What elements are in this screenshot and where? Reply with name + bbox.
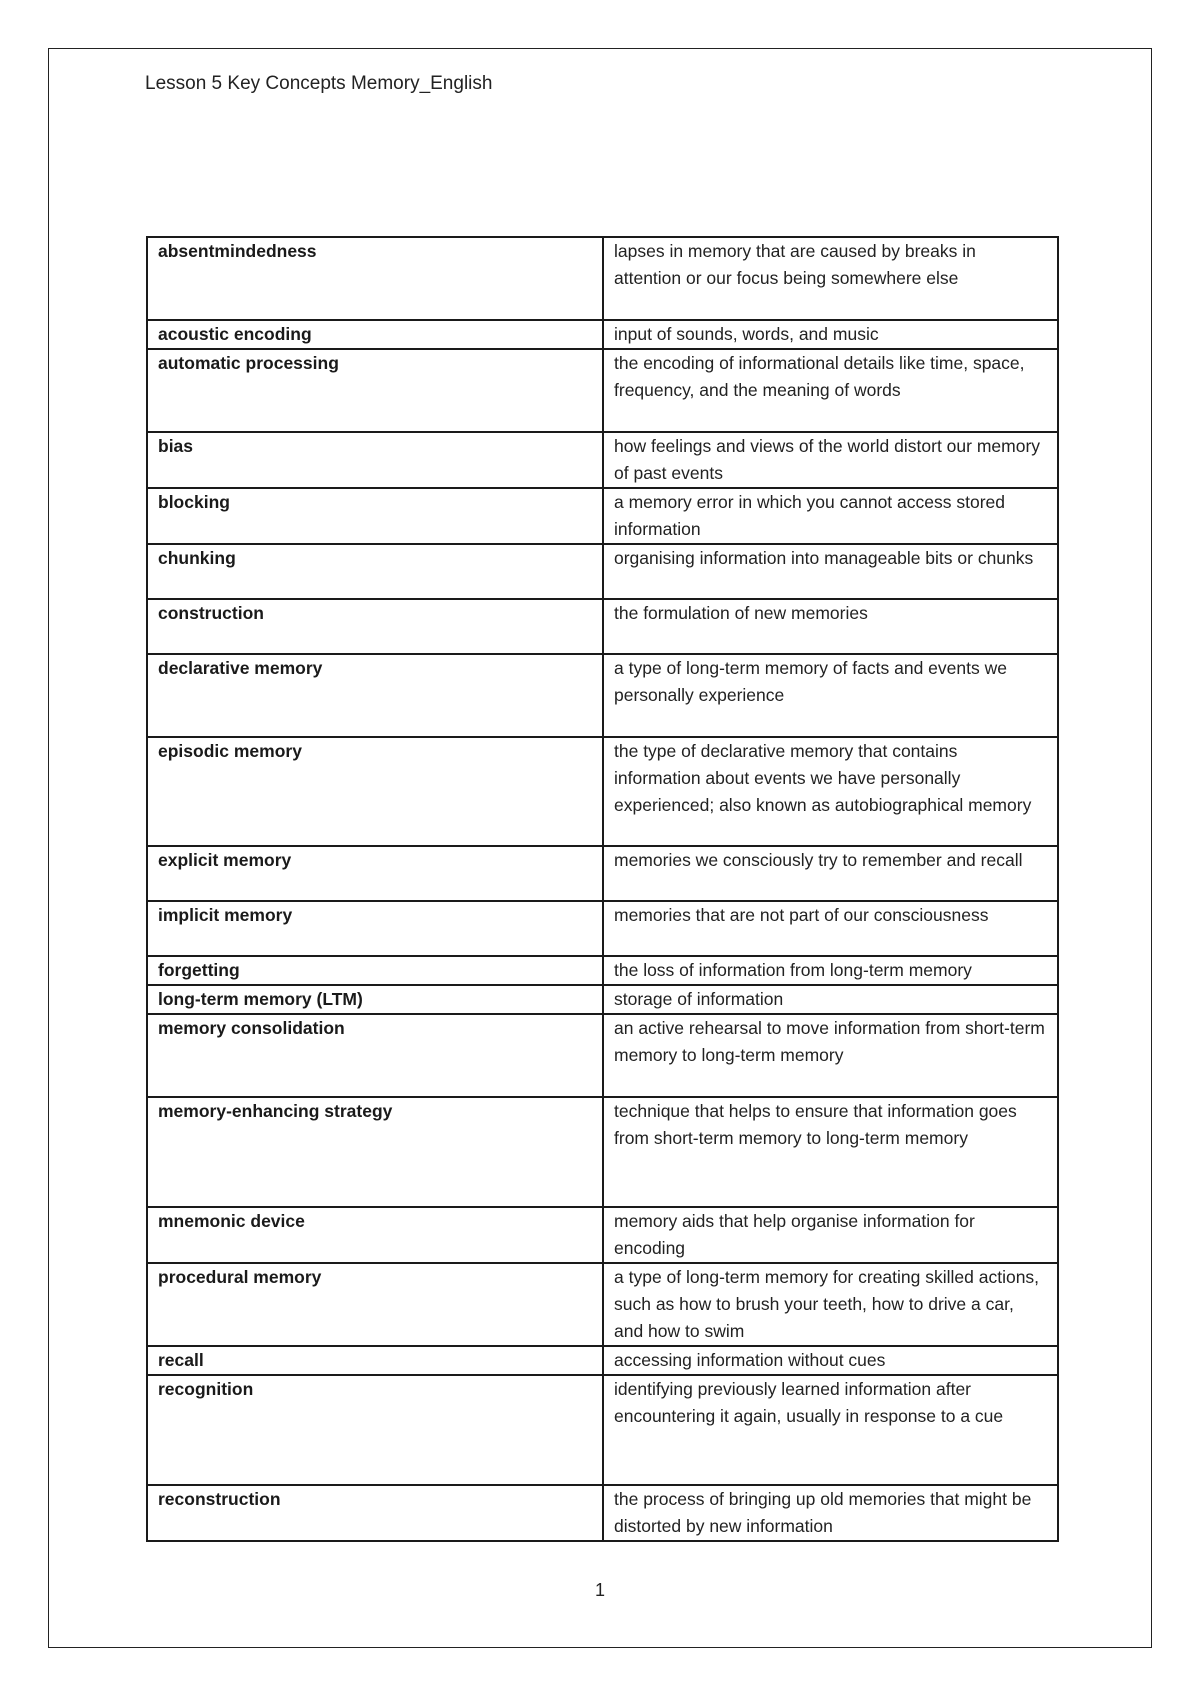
glossary-term: memory-enhancing strategy [147, 1097, 603, 1207]
glossary-definition: accessing information without cues [603, 1346, 1058, 1375]
glossary-row [147, 488, 1058, 544]
glossary-row [147, 1207, 1058, 1263]
glossary-term: episodic memory [147, 737, 603, 846]
glossary-definition: the formulation of new memories [603, 599, 1058, 654]
glossary-row [147, 1375, 1058, 1485]
glossary-row [147, 901, 1058, 956]
document-header: Lesson 5 Key Concepts Memory_English [145, 73, 493, 94]
glossary-row [147, 599, 1058, 654]
glossary-term: forgetting [147, 956, 603, 985]
glossary-definition: memory aids that help organise information for encoding [603, 1207, 1058, 1263]
glossary-definition: the encoding of informational details like time, space, frequency, and the meaning of words [603, 349, 1058, 432]
glossary-definition: memories we consciously try to remember and recall [603, 846, 1058, 901]
glossary-row [147, 956, 1058, 985]
glossary-term: chunking [147, 544, 603, 599]
glossary-definition: organising information into manageable bits or chunks [603, 544, 1058, 599]
glossary-term: mnemonic device [147, 1207, 603, 1263]
glossary-definition: technique that helps to ensure that information goes from short-term memory to long-term memory [603, 1097, 1058, 1207]
glossary-row [147, 1014, 1058, 1097]
glossary-definition: a memory error in which you cannot access stored information [603, 488, 1058, 544]
glossary-term: declarative memory [147, 654, 603, 737]
glossary-term: construction [147, 599, 603, 654]
glossary-row [147, 432, 1058, 488]
glossary-definition: the type of declarative memory that contains information about events we have personally experienced; also known as autobiographical memory [603, 737, 1058, 846]
glossary-definition: the loss of information from long-term memory [603, 956, 1058, 985]
glossary-row [147, 846, 1058, 901]
glossary-term: recognition [147, 1375, 603, 1485]
glossary-row [147, 654, 1058, 737]
glossary-row [147, 737, 1058, 846]
glossary-term: long-term memory (LTM) [147, 985, 603, 1014]
glossary-term: automatic processing [147, 349, 603, 432]
glossary-definition: a type of long-term memory of facts and events we personally experience [603, 654, 1058, 737]
glossary-term: bias [147, 432, 603, 488]
glossary-table [146, 236, 1059, 1542]
glossary-term: absentmindedness [147, 237, 603, 320]
glossary-row [147, 1097, 1058, 1207]
glossary-row [147, 985, 1058, 1014]
glossary-row [147, 544, 1058, 599]
glossary-term: memory consolidation [147, 1014, 603, 1097]
glossary-definition: lapses in memory that are caused by breaks in attention or our focus being somewhere else [603, 237, 1058, 320]
glossary-definition: input of sounds, words, and music [603, 320, 1058, 349]
glossary-term: explicit memory [147, 846, 603, 901]
glossary-row [147, 237, 1058, 320]
glossary-definition: a type of long-term memory for creating skilled actions, such as how to brush your teeth, how to drive a car, and how to swim [603, 1263, 1058, 1346]
page-number: 1 [594, 1580, 605, 1600]
glossary-definition: identifying previously learned information after encountering it again, usually in response to a cue [603, 1375, 1058, 1485]
glossary-definition: how feelings and views of the world distort our memory of past events [603, 432, 1058, 488]
glossary-definition: memories that are not part of our consciousness [603, 901, 1058, 956]
glossary-term: acoustic encoding [147, 320, 603, 349]
glossary-term: implicit memory [147, 901, 603, 956]
glossary-definition: storage of information [603, 985, 1058, 1014]
glossary-term: recall [147, 1346, 603, 1375]
glossary-row [147, 349, 1058, 432]
glossary-row [147, 1485, 1058, 1541]
glossary-term: reconstruction [147, 1485, 603, 1541]
glossary-term: blocking [147, 488, 603, 544]
glossary-row [147, 320, 1058, 349]
glossary-term: procedural memory [147, 1263, 603, 1346]
glossary-row [147, 1263, 1058, 1346]
glossary-definition: an active rehearsal to move information from short-term memory to long-term memory [603, 1014, 1058, 1097]
glossary-definition: the process of bringing up old memories that might be distorted by new information [603, 1485, 1058, 1541]
glossary-row [147, 1346, 1058, 1375]
